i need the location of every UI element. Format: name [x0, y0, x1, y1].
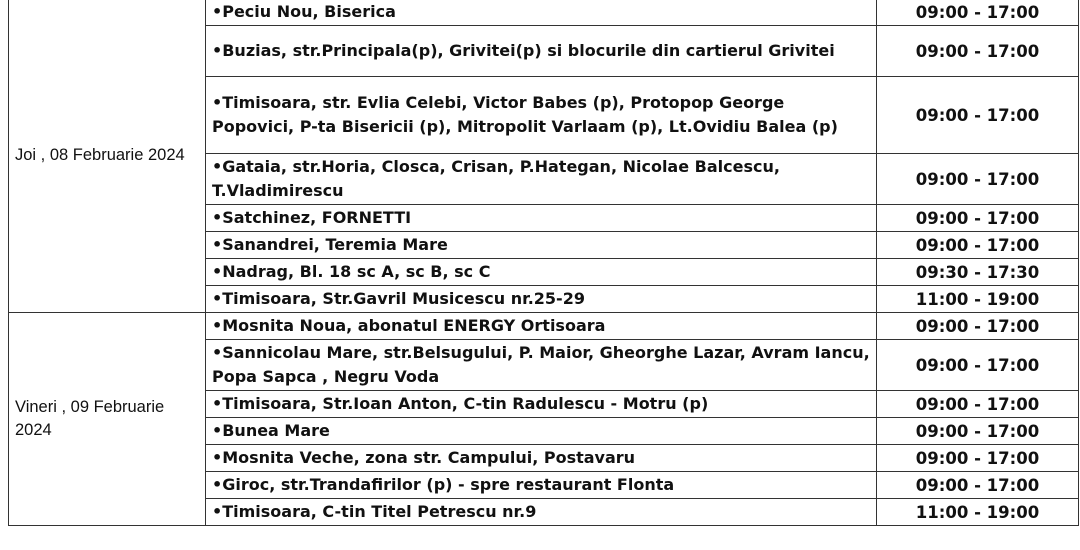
location-cell: •Satchinez, FORNETTI: [206, 205, 877, 232]
location-cell: •Buzias, str.Principala(p), Grivitei(p) si blocurile din cartierul Grivitei: [206, 26, 877, 77]
location-cell: •Sannicolau Mare, str.Belsugului, P. Maior, Gheorghe Lazar, Avram Iancu, Popa Sapca , Negru Voda: [206, 340, 877, 391]
hours-cell: 09:00 - 17:00: [877, 232, 1079, 259]
hours-cell: 11:00 - 19:00: [877, 286, 1079, 313]
hours-cell: 09:00 - 17:00: [877, 340, 1079, 391]
hours-cell: 09:00 - 17:00: [877, 154, 1079, 205]
hours-cell: 09:00 - 17:00: [877, 418, 1079, 445]
hours-cell: 09:00 - 17:00: [877, 0, 1079, 26]
outage-schedule-table: [8, 0, 1079, 526]
location-cell: •Giroc, str.Trandafirilor (p) - spre restaurant Flonta: [206, 472, 877, 499]
day-cell: Vineri , 09 Februarie 2024: [9, 313, 206, 526]
hours-cell: 09:00 - 17:00: [877, 445, 1079, 472]
hours-cell: 09:00 - 17:00: [877, 77, 1079, 154]
location-cell: •Sanandrei, Teremia Mare: [206, 232, 877, 259]
location-cell: •Mosnita Noua, abonatul ENERGY Ortisoara: [206, 313, 877, 340]
day-cell: Joi , 08 Februarie 2024: [9, 0, 206, 313]
location-cell: •Timisoara, Str.Ioan Anton, C-tin Radulescu - Motru (p): [206, 391, 877, 418]
hours-cell: 09:00 - 17:00: [877, 26, 1079, 77]
hours-cell: 09:00 - 17:00: [877, 205, 1079, 232]
location-cell: •Timisoara, str. Evlia Celebi, Victor Babes (p), Protopop George Popovici, P-ta Bisericii (p), Mitropolit Varlaam (p), Lt.Ovidiu Balea (p): [206, 77, 877, 154]
hours-cell: 11:00 - 19:00: [877, 499, 1079, 526]
hours-cell: 09:00 - 17:00: [877, 391, 1079, 418]
location-cell: •Bunea Mare: [206, 418, 877, 445]
table-row: [9, 0, 1079, 26]
location-cell: •Timisoara, Str.Gavril Musicescu nr.25-29: [206, 286, 877, 313]
hours-cell: 09:00 - 17:00: [877, 472, 1079, 499]
location-cell: •Nadrag, Bl. 18 sc A, sc B, sc C: [206, 259, 877, 286]
location-cell: •Mosnita Veche, zona str. Campului, Postavaru: [206, 445, 877, 472]
table-row: [9, 313, 1079, 340]
hours-cell: 09:00 - 17:00: [877, 313, 1079, 340]
location-cell: •Peciu Nou, Biserica: [206, 0, 877, 26]
hours-cell: 09:30 - 17:30: [877, 259, 1079, 286]
location-cell: •Gataia, str.Horia, Closca, Crisan, P.Hategan, Nicolae Balcescu, T.Vladimirescu: [206, 154, 877, 205]
location-cell: •Timisoara, C-tin Titel Petrescu nr.9: [206, 499, 877, 526]
